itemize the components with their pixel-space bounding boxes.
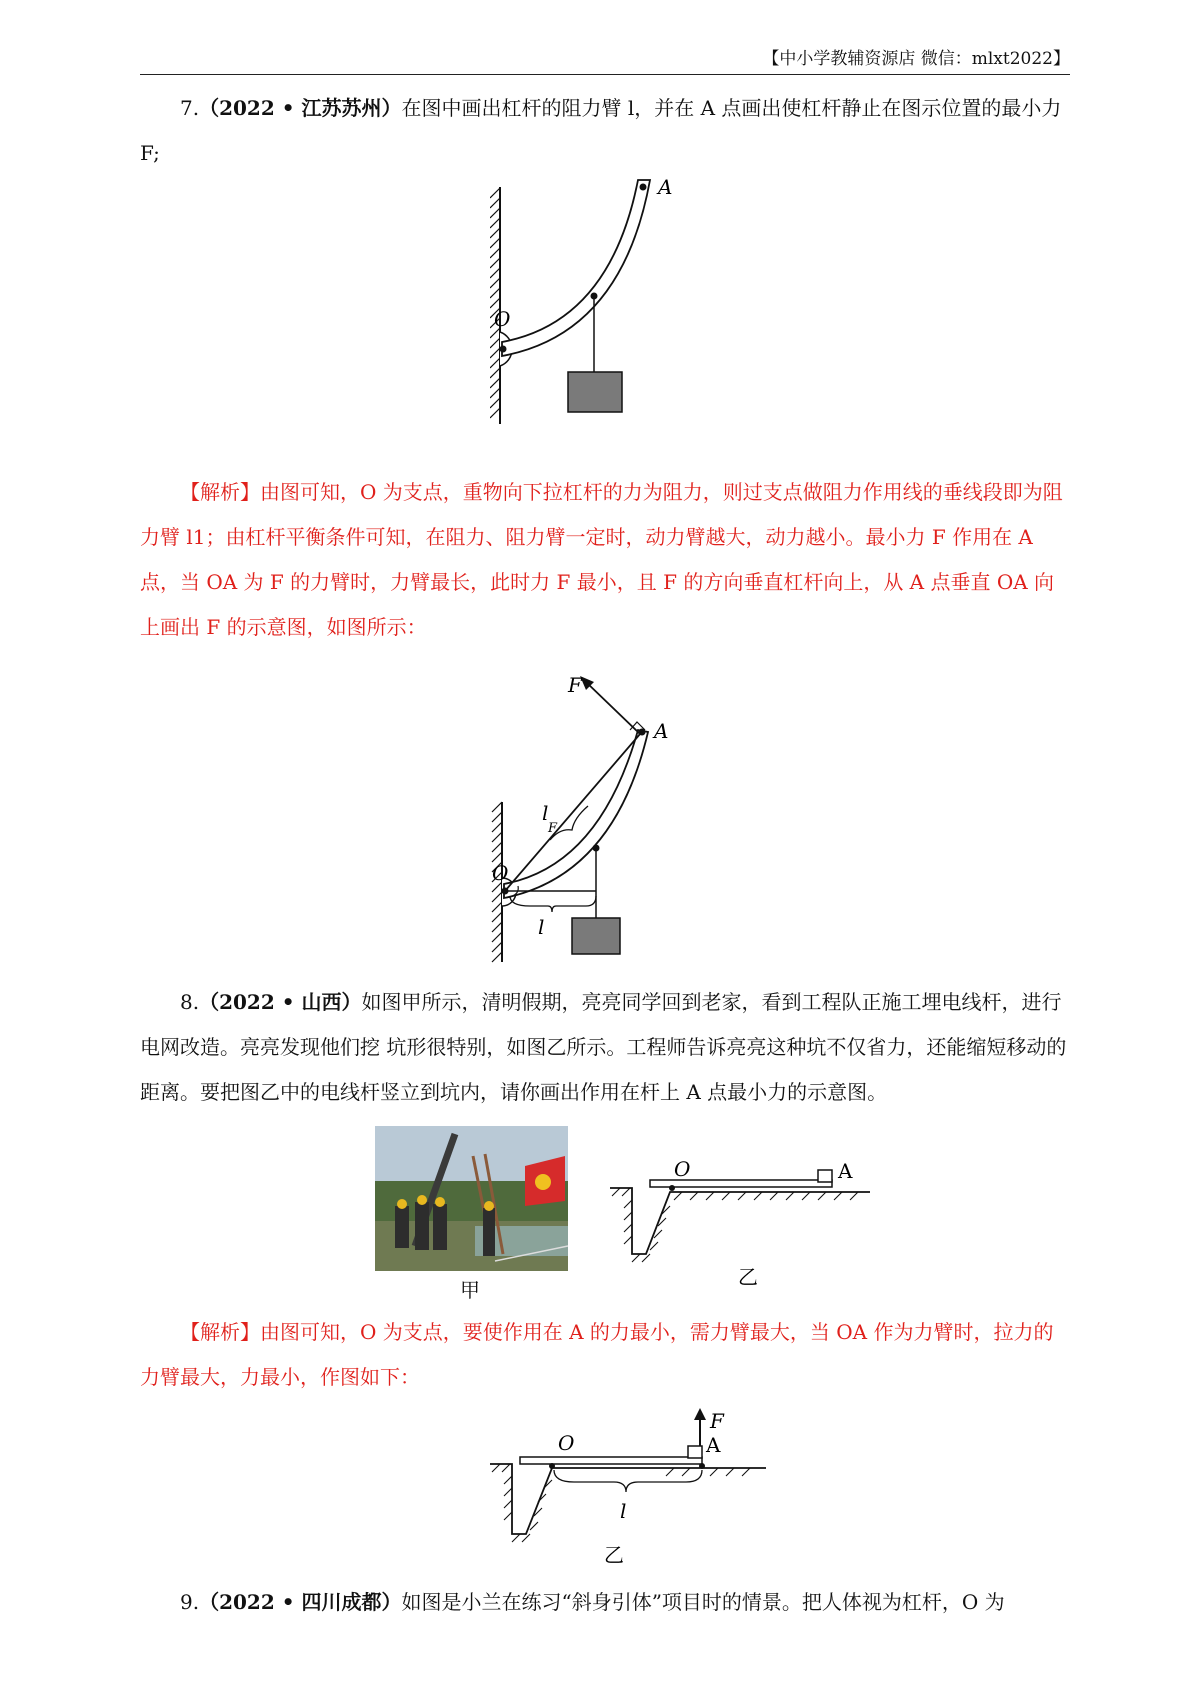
pivot-point (549, 1463, 555, 1469)
question-9-number: 9. (180, 1590, 200, 1614)
label-o: O (674, 1158, 691, 1181)
header-rule (140, 74, 1070, 75)
wall (490, 187, 500, 424)
lever-figure-1 (490, 172, 750, 436)
question-7 (140, 86, 1070, 176)
ground (610, 1188, 870, 1262)
question-9 (140, 1580, 1070, 1625)
label-o: O (494, 307, 511, 331)
weight-block (572, 918, 620, 954)
curved-lever (504, 730, 648, 898)
question-9-source: （2022 • 四川成都） (199, 1590, 402, 1614)
label-a: A (658, 175, 673, 199)
point-a (639, 729, 646, 736)
label-lf: l (542, 801, 549, 825)
figure-caption: 乙 (738, 1265, 758, 1288)
ground (490, 1464, 766, 1542)
photo-caption: 甲 (460, 1278, 480, 1302)
answer-7-text: 由图可知，O 为支点，重物向下拉杠杆的力为阻力，则过支点做阻力作用线的垂线段即为阻力臂 l1；由杠杆平衡条件可知，在阻力、阻力臂一定时，动力臂越大，动力越小。最小力 F 作用在 A 点，当 OA 为 F 的力臂时，力臂最长，此时力 F 最小，且 F 的方向垂直杠杆向上，从 A 点垂直 OA 向上画出 F 的示意图，如图所示： (140, 480, 1063, 639)
question-7-number: 7. (180, 96, 200, 120)
label-l: l (620, 1499, 627, 1523)
brace-l (510, 896, 596, 912)
lever-figure-2 (490, 670, 750, 966)
pivot-point (500, 346, 507, 353)
pole-answer-diagram (490, 1406, 770, 1566)
answer-8-text: 由图可知，O 为支点，要使作用在 A 的力最小，需力臂最大，当 OA 作为力臂时，拉力的力臂最大，力最小，作图如下： (140, 1320, 1054, 1389)
question-8-text: 如图甲所示，清明假期，亮亮同学回到老家，看到工程队正施工埋电线杆，进行电网改造。亮亮发现他们挖 坑形很特别，如图乙所示。工程师告诉亮亮这种坑不仅省力，还能缩短移动的距离。要把图乙中的电线杆竖立到坑内，请你画出作用在杆上 A 点最小力的示意图。 (140, 990, 1067, 1104)
answer-7 (140, 470, 1070, 650)
label-o: O (558, 1431, 575, 1455)
curved-lever (502, 180, 650, 356)
answer-8-tag: 【解析】 (180, 1320, 260, 1344)
label-f: F (568, 673, 582, 697)
label-a: A (706, 1433, 721, 1457)
label-lf-subscript: F (548, 821, 558, 836)
force-arrow-line (586, 682, 640, 734)
point-a (699, 1463, 705, 1469)
page-header: 【中小学教辅资源店 微信：mlxt2022】 (762, 49, 1070, 69)
weight-block (568, 372, 622, 412)
question-7-text: 在图中画出杠杆的阻力臂 l，并在 A 点画出使杠杆静止在图示位置的最小力 F; (140, 96, 1062, 165)
label-a: A (654, 719, 669, 743)
pole (520, 1457, 702, 1464)
pivot-point (669, 1185, 675, 1191)
pole-diagram (610, 1158, 880, 1288)
question-8-source: （2022 • 山西） (199, 990, 362, 1014)
construction-photo (375, 1126, 568, 1271)
question-9-text: 如图是小兰在练习“斜身引体”项目时的情景。把人体视为杠杆，O 为 (401, 1590, 1005, 1614)
point-a (640, 184, 647, 191)
figure-caption: 乙 (604, 1543, 624, 1566)
label-a: A (838, 1159, 853, 1183)
answer-8 (140, 1310, 1070, 1400)
label-l: l (538, 915, 545, 939)
question-7-source: （2022 • 江苏苏州） (199, 96, 402, 120)
answer-7-tag: 【解析】 (180, 480, 260, 504)
question-8 (140, 980, 1070, 1115)
label-o: O (492, 861, 509, 885)
brace-l (554, 1470, 702, 1492)
question-8-number: 8. (180, 990, 200, 1014)
point-a-block (688, 1446, 702, 1458)
point-a-block (818, 1170, 832, 1182)
label-f: F (710, 1409, 724, 1433)
pole (650, 1180, 832, 1187)
force-arrowhead (694, 1408, 706, 1420)
